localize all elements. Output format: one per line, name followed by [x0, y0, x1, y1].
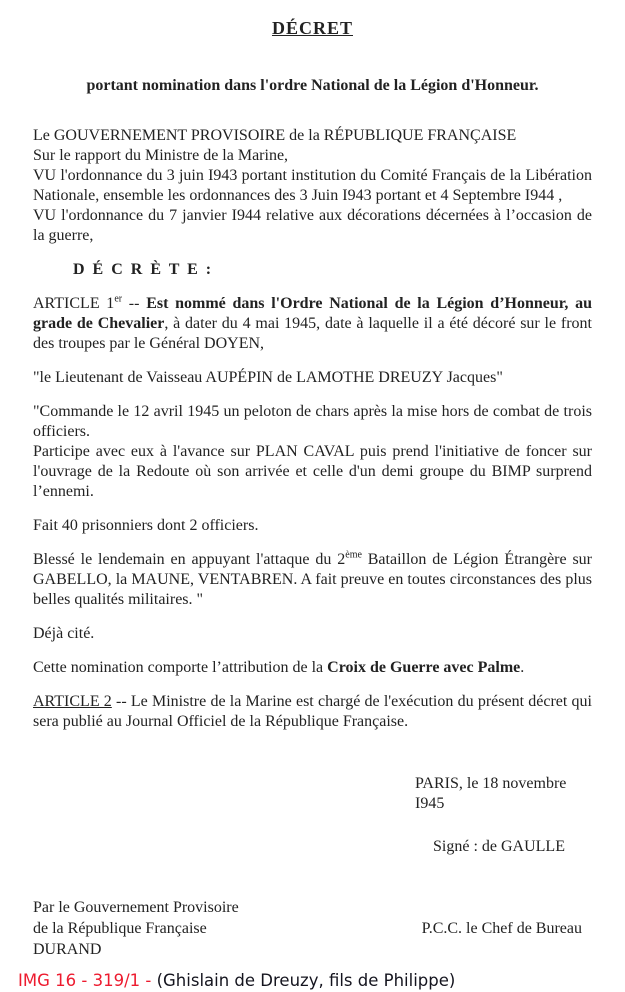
document-title: DÉCRET — [271, 18, 353, 38]
pcc-chef-de-bureau: P.C.C. le Chef de Bureau — [421, 919, 582, 937]
signature-left-line-1: Par le Gouvernement Provisoire — [33, 899, 239, 916]
signed-line: Signé : de GAULLE — [433, 838, 565, 855]
caption-reference-number: IMG 16 - 319/1 - — [18, 971, 157, 990]
preamble-block — [33, 126, 592, 246]
place-date-line: PARIS, le 18 novembre I945 — [415, 775, 567, 812]
preamble-line-government: Le GOUVERNEMENT PROVISOIRE de la RÉPUBLIQUE FRANÇAISE — [33, 127, 517, 144]
signature-left-line-2: de la République Française — [33, 920, 207, 937]
prisoners-line: Fait 40 prisonniers dont 2 officiers. — [33, 517, 259, 534]
blesse-paragraph: Blessé le lendemain en appuyant l'attaque du 2ème Bataillon de Légion Étrangère sur GABELLO, la MAUNE, VENTABREN. A fait preuve en toutes circonstances des plus belles qualités militaires. " — [33, 549, 593, 608]
preamble-line-rapport: Sur le rapport du Ministre de la Marine, — [33, 147, 289, 164]
article-2-paragraph: ARTICLE 2 -- Le Ministre de la Marine est chargé de l'exécution du présent décret qui sera publié au Journal Officiel de la République Française. — [33, 693, 592, 730]
croix-de-guerre-line: Cette nomination comporte l’attribution de la Croix de Guerre avec Palme. — [33, 659, 525, 676]
signature-left-line-3: DURAND — [33, 941, 102, 958]
preamble-vu-2: VU l'ordonnance du 7 janvier I944 relative aux décorations décernées à l’occasion de la guerre, — [33, 207, 592, 244]
deja-cite-line: Déjà cité. — [33, 625, 95, 642]
citation-body-paragraph: "Commande le 12 avril 1945 un peloton de chars après la mise hors de combat de trois officiers. Participe avec eux à l'avance sur PLAN CAVAL puis prend l'initiative de foncer sur l'ouvrage de la Redoute où son arrivée et celle d'un demi groupe du BIMP surprend l’ennemi. — [33, 403, 592, 500]
decrete-heading: D É C R È T E : — [73, 261, 214, 278]
article-1-paragraph: ARTICLE 1er -- Est nommé dans l'Ordre National de la Légion d’Honneur, au grade de Chevalier, à dater du 4 mai 1945, date à laquelle il a été décoré sur le front des troupes par le Général DOYEN, — [33, 293, 593, 352]
preamble-vu-1: VU l'ordonnance du 3 juin I943 portant institution du Comité Français de la Libération Nationale, ensemble les ordonnances des 3 Juin I943 portant et 4 Septembre I944 , — [33, 167, 592, 204]
citation-name-line: "le Lieutenant de Vaisseau AUPÉPIN de LAMOTHE DREUZY Jacques" — [33, 369, 503, 386]
image-caption — [0, 960, 625, 992]
signature-left-block — [33, 897, 239, 960]
document-subtitle: portant nomination dans l'ordre National de la Légion d'Honneur. — [86, 77, 539, 94]
signature-row — [33, 897, 592, 960]
caption-note: (Ghislain de Dreuzy, fils de Philippe) — [156, 971, 456, 990]
